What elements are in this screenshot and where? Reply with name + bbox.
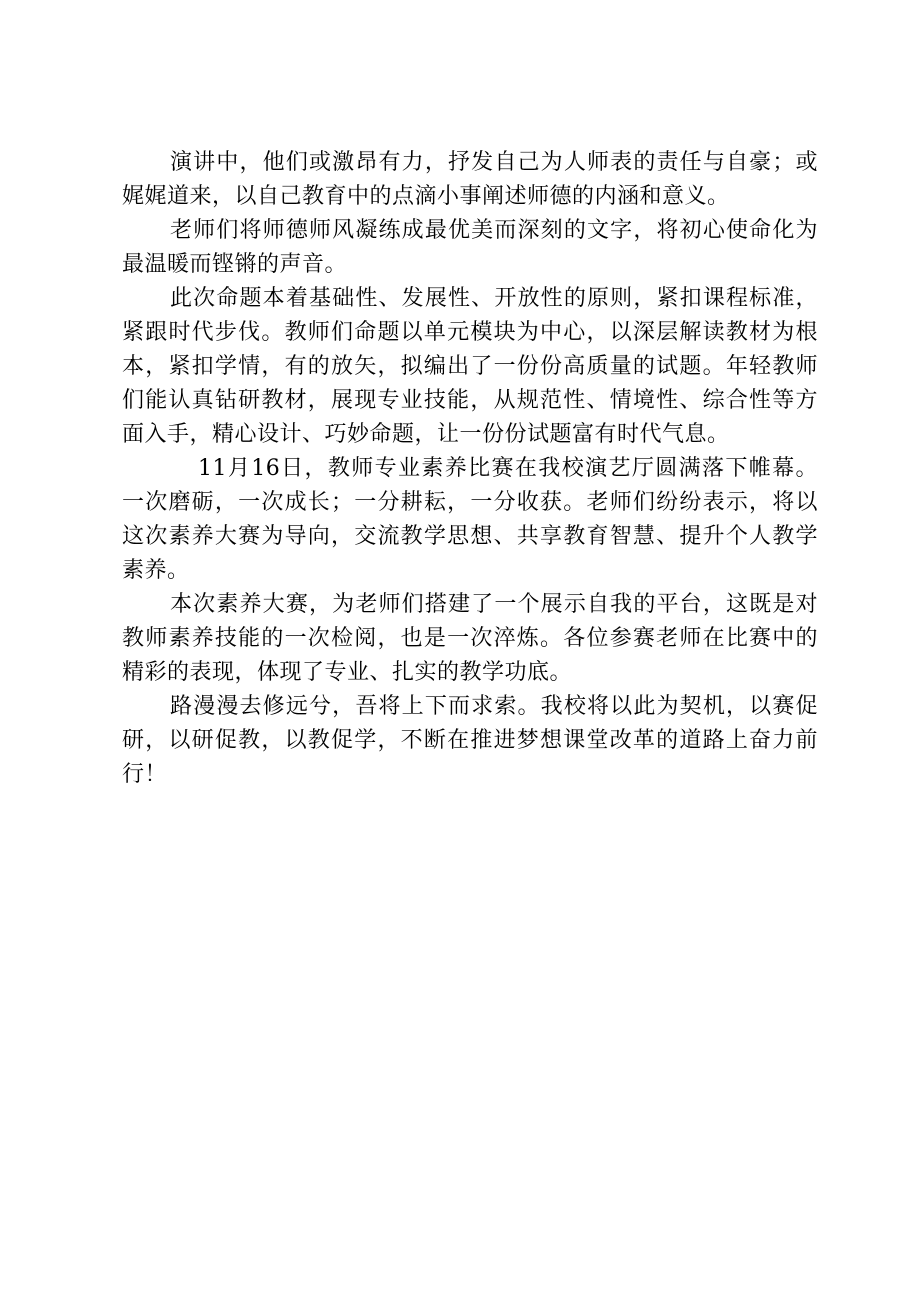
paragraph-speech: 演讲中，他们或激昂有力，抒发自己为人师表的责任与自豪；或娓娓道来，以自己教育中的点滴小事阐述师德的内涵和意义。 <box>122 150 818 209</box>
paragraph-competition-close: 11月16日，教师专业素养比赛在我校演艺厅圆满落下帷幕。一次磨砺，一次成长；一分耕耘，一分收获。老师们纷纷表示，将以这次素养大赛为导向，交流教学思想、共享教育智慧、提升个人教学素养。 <box>122 456 818 583</box>
paragraph-ethics: 老师们将师德师风凝练成最优美而深刻的文字，将初心使命化为最温暖而铿锵的声音。 <box>122 218 818 277</box>
paragraph-platform: 本次素养大赛，为老师们搭建了一个展示自我的平台，这既是对教师素养技能的一次检阅，也是一次淬炼。各位参赛老师在比赛中的精彩的表现，体现了专业、扎实的教学功底。 <box>122 592 818 685</box>
paragraph-conclusion: 路漫漫去修远兮，吾将上下而求索。我校将以此为契机，以赛促研，以研促教，以教促学，不断在推进梦想课堂改革的道路上奋力前行！ <box>122 694 818 787</box>
paragraph-exam-design: 此次命题本着基础性、发展性、开放性的原则，紧扣课程标准，紧跟时代步伐。教师们命题以单元模块为中心，以深层解读教材为根本，紧扣学情，有的放矢，拟编出了一份份高质量的试题。年轻教师们能认真钻研教材，展现专业技能，从规范性、情境性、综合性等方面入手，精心设计、巧妙命题，让一份份试题富有时代气息。 <box>122 286 818 447</box>
